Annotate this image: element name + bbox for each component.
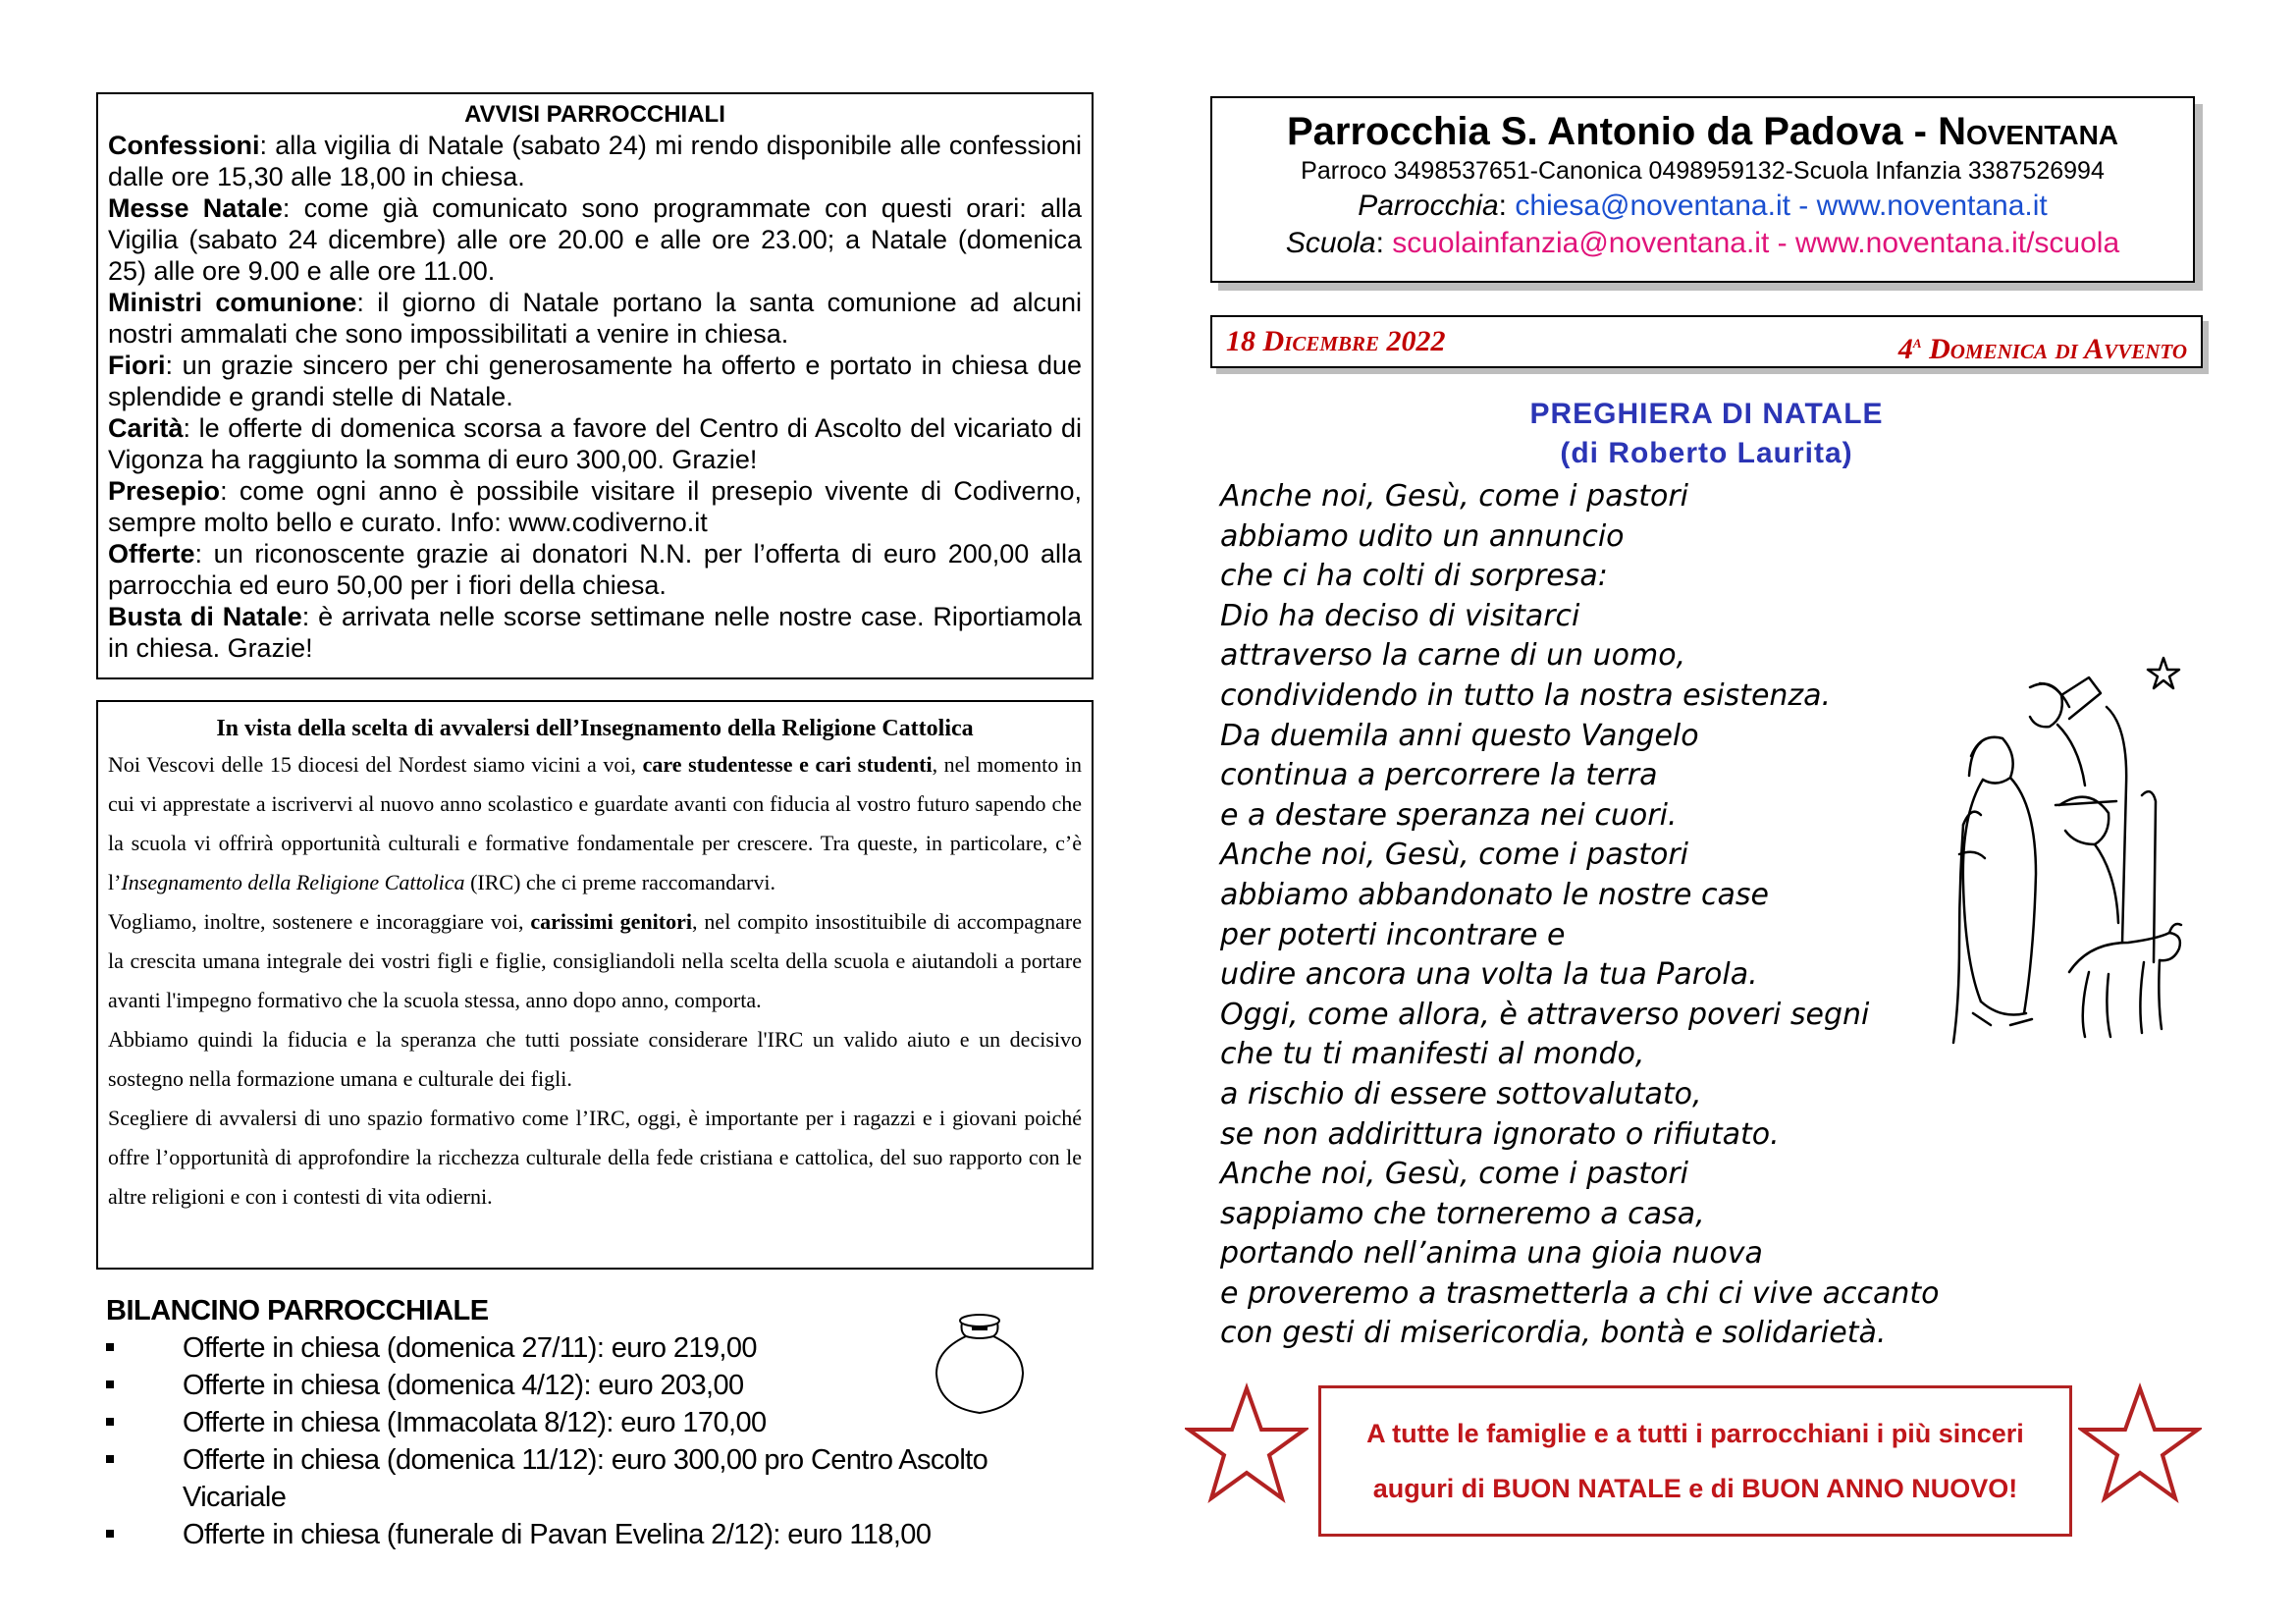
issue-date: 18 Dicembre 2022	[1226, 325, 1446, 357]
prayer-line: continua a percorrere la terra	[1220, 758, 1658, 793]
irc-italic-text: Insegnamento della Religione Cattolica	[121, 870, 465, 894]
avviso-text: : come già comunicato sono programmate con questi orari: alla Vigilia (sabato 24 dicembre) alle ore 20.00 e alle ore 23.00; a Natale (domenica 25) alle ore 9.00 e alle ore 11.00.	[108, 193, 1082, 286]
avviso-text: : come ogni anno è possibile visitare il presepio vivente di Codiverno, sempre molto bello e curato. Info: www.codiverno.it	[108, 476, 1082, 537]
avvisi-box	[96, 92, 1094, 679]
irc-paragraph-2	[108, 902, 1082, 1020]
parish-separator: -	[1902, 110, 1939, 153]
prayer-line: a rischio di essere sottovalutato,	[1220, 1076, 1702, 1111]
avviso-label: Fiori	[108, 351, 166, 380]
prayer-heading	[1210, 395, 2203, 473]
prayer-line: per poterti incontrare e	[1220, 917, 1566, 952]
parish-contacts: Parroco 3498537651-Canonica 0498959132-Scuola Infanzia 3387526994	[1301, 157, 2105, 185]
parish-place: Noventana	[1938, 110, 2119, 153]
list-item	[106, 1441, 1088, 1516]
bullet-icon	[106, 1343, 114, 1351]
avviso-text: : il giorno di Natale portano la santa comunione ad alcuni nostri ammalati che sono impossibilitati a venire in chiesa.	[108, 288, 1083, 349]
prayer-line: portando nell’anima una gioia nuova	[1220, 1236, 1763, 1272]
irc-paragraph-1	[108, 745, 1082, 902]
avviso-ministri	[108, 287, 1082, 350]
avviso-text: : alla vigilia di Natale (sabato 24) mi rendo disponibile alle confessioni dalle ore 15,30 alle 18,00 in chiesa.	[108, 131, 1082, 191]
avviso-busta	[108, 601, 1082, 664]
prayer-line: Anche noi, Gesù, come i pastori	[1220, 479, 1689, 514]
parish-email-link[interactable]: chiesa@noventana.it	[1515, 189, 1790, 222]
bullet-icon	[106, 1530, 114, 1538]
prayer-line: condividendo in tutto la nostra esistenza.	[1220, 677, 1832, 713]
shepherds-illustration	[1942, 648, 2187, 1051]
list-item-text: Offerte in chiesa (domenica 4/12): euro 203,00	[183, 1370, 744, 1401]
parish-name-text: Parrocchia S. Antonio da Padova	[1286, 110, 1903, 153]
greeting-line-2: auguri di BUON NATALE e di BUON ANNO NUOVO!	[1372, 1474, 2018, 1503]
prayer-line: Oggi, come allora, è attraverso poveri segni	[1220, 997, 1870, 1032]
list-item	[106, 1516, 1088, 1553]
star-icon	[2078, 1382, 2202, 1508]
avviso-label: Ministri comunione	[108, 288, 357, 317]
avvisi-title: AVVISI PARROCCHIALI	[464, 101, 725, 128]
parish-web-line	[1212, 188, 2193, 225]
prayer-text	[1220, 477, 2064, 1354]
dash: -	[1769, 227, 1795, 259]
prayer-line: Anche noi, Gesù, come i pastori	[1220, 1157, 1689, 1192]
piggy-bank-vase-icon	[927, 1311, 1035, 1419]
prayer-line: che tu ti manifesti al mondo,	[1220, 1037, 1645, 1072]
avviso-confessioni	[108, 130, 1082, 192]
colon: :	[1375, 227, 1393, 259]
avviso-presepio	[108, 475, 1082, 538]
irc-bold-text: care studentesse e cari studenti	[642, 752, 933, 777]
prayer-line: Dio ha deciso di visitarci	[1220, 598, 1580, 633]
prayer-line: abbiamo abbandonato le nostre case	[1220, 877, 1769, 912]
school-email-link[interactable]: scuolainfanzia@noventana.it	[1392, 227, 1770, 259]
irc-bold-text: carissimi genitori	[530, 909, 692, 934]
list-item-text: Offerte in chiesa (funerale di Pavan Evelina 2/12): euro 118,00	[183, 1519, 932, 1550]
school-website-link[interactable]: www.noventana.it/scuola	[1794, 227, 2120, 259]
greetings-box	[1318, 1385, 2072, 1537]
school-web-line	[1212, 225, 2193, 262]
parish-label: Parrocchia	[1358, 189, 1499, 222]
prayer-line: sappiamo che torneremo a casa,	[1220, 1196, 1705, 1231]
avviso-offerte	[108, 538, 1082, 601]
avviso-messe	[108, 192, 1082, 287]
prayer-line: se non addirittura ignorato o rifiutato.	[1220, 1116, 1780, 1152]
sunday-ordinal: a	[1912, 332, 1922, 352]
prayer-line: con gesti di misericordia, bontà e solidarietà.	[1220, 1316, 1887, 1351]
list-item-text: Offerte in chiesa (domenica 27/11): euro 219,00	[183, 1332, 757, 1364]
parish-website-link[interactable]: www.noventana.it	[1816, 189, 2048, 222]
avviso-carita	[108, 412, 1082, 475]
prayer-line: udire ancora una volta la tua Parola.	[1220, 957, 1758, 993]
bullet-icon	[106, 1455, 114, 1463]
list-item-text: Offerte in chiesa (Immacolata 8/12): euro 170,00	[183, 1407, 767, 1438]
irc-text: (IRC) che ci preme raccomandarvi.	[464, 870, 775, 894]
irc-paragraph-4: Scegliere di avvalersi di uno spazio formativo come l’IRC, oggi, è importante per i ragazzi e i giovani poiché offre l’opportunità di approfondire la ricchezza culturale della fede cristiana e cattolica, del suo rapporto con le altre religioni e con i contesti di vita odierni.	[108, 1106, 1082, 1209]
prayer-line: Da duemila anni questo Vangelo	[1220, 718, 1699, 753]
prayer-line: e proveremo a trasmetterla a chi ci vive accanto	[1220, 1275, 1940, 1311]
avviso-text: : le offerte di domenica scorsa a favore del Centro di Ascolto del vicariato di Vigonza ha raggiunto la somma di euro 300,00. Grazie!	[108, 413, 1082, 474]
avviso-label: Confessioni	[108, 131, 260, 160]
prayer-line: che ci ha colti di sorpresa:	[1220, 559, 1608, 594]
prayer-author: (di Roberto Laurita)	[1560, 437, 1853, 469]
avviso-label: Messe Natale	[108, 193, 283, 223]
prayer-title: PREGHIERA DI NATALE	[1529, 398, 1884, 430]
irc-paragraph-3: Abbiamo quindi la fiducia e la speranza che tutti possiate considerare l'IRC un valido aiuto e un decisivo sostegno nella formazione umana e culturale dei figli.	[108, 1027, 1082, 1091]
avviso-label: Busta di Natale	[108, 602, 302, 631]
prayer-line: attraverso la carne di un uomo,	[1220, 638, 1686, 674]
liturgical-sunday	[1898, 317, 2187, 374]
avviso-text: : un riconoscente grazie ai donatori N.N. per l’offerta di euro 200,00 alla parrocchia ed euro 50,00 per i fiori della chiesa.	[108, 539, 1082, 600]
parish-header	[1210, 96, 2195, 283]
prayer-line: e a destare speranza nei cuori.	[1220, 797, 1678, 833]
colon: :	[1498, 189, 1516, 222]
bullet-icon	[106, 1418, 114, 1426]
date-bar	[1210, 315, 2203, 368]
star-icon	[2148, 658, 2179, 688]
school-label: Scuola	[1285, 227, 1376, 259]
star-icon	[1185, 1382, 1308, 1508]
irc-box	[96, 700, 1094, 1270]
avviso-label: Carità	[108, 413, 184, 443]
irc-text: Noi Vescovi delle 15 diocesi del Nordest siamo vicini a voi,	[108, 752, 643, 777]
bullet-icon	[106, 1380, 114, 1388]
parish-name	[1212, 108, 2193, 155]
greeting-line-1: A tutte le famiglie e a tutti i parrocchiani i più sinceri	[1366, 1419, 2024, 1448]
avviso-text: : è arrivata nelle scorse settimane nelle nostre case. Riportiamola in chiesa. Grazie!	[108, 602, 1082, 663]
avviso-text: : un grazie sincero per chi generosamente ha offerto e portato in chiesa due splendide e grandi stelle di Natale.	[108, 351, 1082, 411]
avviso-label: Presepio	[108, 476, 221, 506]
irc-text: , nel compito insostituibile di accompagnare la crescita umana integrale dei vostri figli e figlie, consigliandoli nella scelta della scuola e aiutandoli a portare avanti l'impegno formativo che la scuola stessa, anno dopo anno, comporta.	[108, 909, 1082, 1012]
prayer-line: Anche noi, Gesù, come i pastori	[1220, 838, 1689, 873]
irc-text: , nel momento in cui vi apprestate a iscrivervi al nuovo anno scolastico e guardate avanti con fiducia al vostro futuro sapendo che la scuola vi offrirà opportunità culturali e formative fondamentale per crescere. Tra queste, in particolare, c’è l’	[108, 752, 1082, 894]
bilancino-title: BILANCINO PARROCCHIALE	[106, 1295, 489, 1326]
avviso-fiori	[108, 350, 1082, 412]
list-item-text: Offerte in chiesa (domenica 11/12): euro 300,00 pro Centro Ascolto Vicariale	[183, 1444, 988, 1513]
irc-title: In vista della scelta di avvalersi dell’Insegnamento della Religione Cattolica	[216, 716, 974, 741]
sunday-number: 4	[1897, 333, 1913, 365]
sunday-name: Domenica di Avvento	[1921, 333, 2187, 365]
avviso-label: Offerte	[108, 539, 195, 568]
prayer-line: abbiamo udito un annuncio	[1220, 518, 1625, 554]
irc-text: Vogliamo, inoltre, sostenere e incoraggiare voi,	[108, 909, 531, 934]
dash: -	[1789, 189, 1817, 222]
